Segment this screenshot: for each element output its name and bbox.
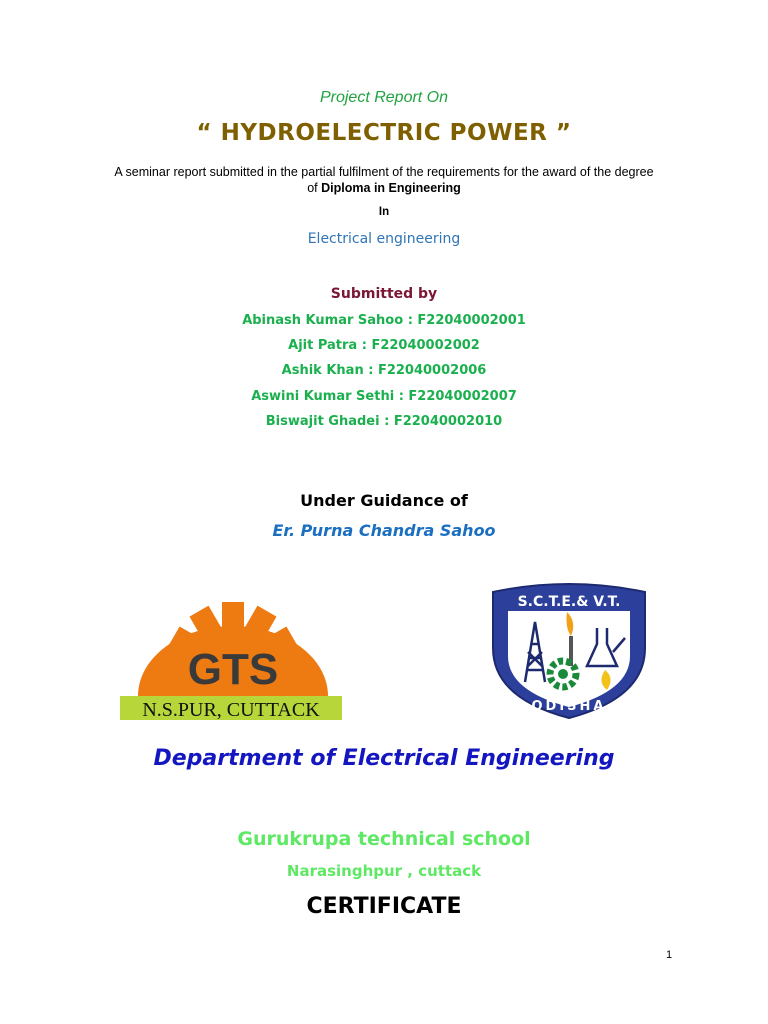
student-entry: Abinash Kumar Sahoo : F22040002001 xyxy=(242,313,526,328)
guide-name: Er. Purna Chandra Sahoo xyxy=(272,521,496,540)
sctevt-top-text: S.C.T.E.& V.T. xyxy=(517,594,621,610)
submitted-by-heading: Submitted by xyxy=(330,286,438,302)
page-number: 1 xyxy=(666,949,673,961)
school-name: Gurukrupa technical school xyxy=(237,828,531,850)
sctevt-crest xyxy=(485,578,653,720)
student-entry: Ashik Khan : F22040002006 xyxy=(281,363,487,378)
school-city: Narasinghpur , cuttack xyxy=(286,862,482,880)
description-line-2 xyxy=(0,180,768,196)
in-label: In xyxy=(378,206,390,218)
gts-location-text: N.S.PUR, CUTTACK xyxy=(142,699,320,721)
pre-title: Project Report On xyxy=(319,89,449,106)
gts-logo-text: GTS xyxy=(187,645,279,694)
degree-name: Diploma in Engineering xyxy=(321,181,461,195)
student-entry: Biswajit Ghadei : F22040002010 xyxy=(265,414,503,429)
branch-name: Electrical engineering xyxy=(307,231,461,247)
report-description xyxy=(0,164,768,196)
description-line-1: A seminar report submitted in the partial fulfilment of the requirements for the award of the degree xyxy=(114,165,654,179)
gts-logo xyxy=(118,600,344,724)
report-title: “ HYDROELECTRIC POWER ” xyxy=(196,120,572,146)
certificate-heading: CERTIFICATE xyxy=(306,894,462,919)
student-entry: Aswini Kumar Sethi : F22040002007 xyxy=(251,389,517,404)
description-of: of xyxy=(307,181,318,195)
sctevt-bottom-text: ODISHA xyxy=(531,699,607,714)
department-name: Department of Electrical Engineering xyxy=(153,746,615,771)
student-entry: Ajit Patra : F22040002002 xyxy=(288,338,480,353)
guidance-heading: Under Guidance of xyxy=(300,491,468,510)
